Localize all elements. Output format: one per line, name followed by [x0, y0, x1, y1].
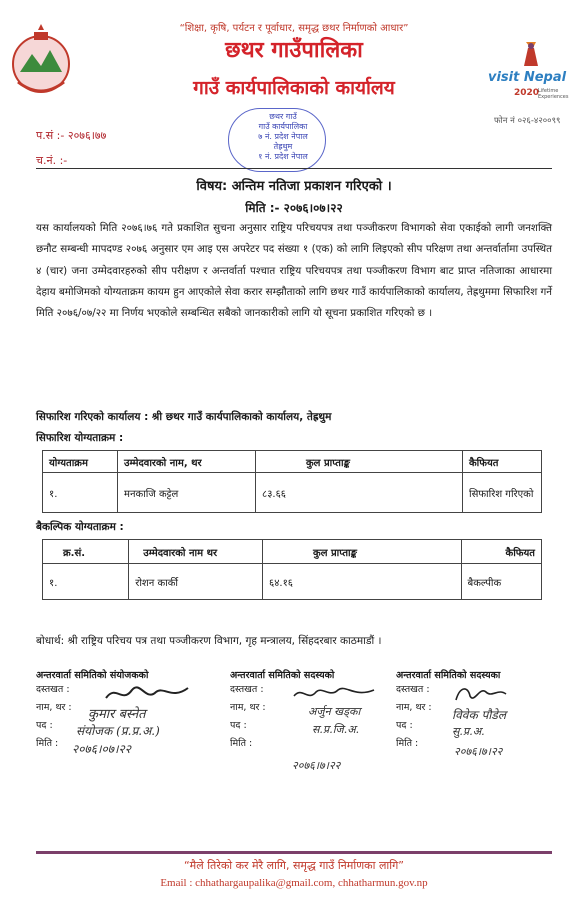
- table-cell: ६४.१६: [263, 564, 461, 600]
- handwritten-post: स.प्र.जि.अ.: [312, 723, 360, 736]
- table-row: [43, 473, 542, 513]
- signature-label: नाम, थर :: [36, 702, 72, 713]
- handwritten-date: २०७६।७।२२: [454, 745, 503, 758]
- signature-label: पद :: [230, 720, 247, 731]
- signature-title: अन्तरवार्ता समितिको सदस्यका: [396, 670, 501, 681]
- stamp-line: छथर गाउँ: [269, 112, 297, 121]
- visit-nepal-tagline: Lifetime Experiences: [538, 88, 569, 100]
- stamp-line: गाउँ कार्यपालिका: [258, 122, 308, 131]
- signature-label: नाम, थर :: [396, 702, 432, 713]
- table-cell: १.: [43, 473, 118, 513]
- phone-number: फोन नं ०२६-४२००९९: [494, 116, 561, 126]
- table-cell: ८३.६६: [256, 473, 463, 513]
- table-header: कैफियत: [463, 451, 542, 473]
- header-divider: [36, 168, 552, 169]
- signature-block-member-1: [230, 668, 402, 772]
- footer-email[interactable]: Email : chhathargaupalika@gmail.com, chhatharmun.gov.np: [160, 877, 428, 889]
- merit-list-label: सिफारिश योग्यताक्रम :: [36, 432, 124, 444]
- merit-table: [42, 450, 542, 513]
- handwritten-post: सु.प्र.अ.: [452, 725, 485, 738]
- signature-title: अन्तरवार्ता समितिको सदस्यको: [230, 670, 335, 681]
- handwritten-name: विवेक पौडेल: [452, 708, 506, 722]
- signature-label: दस्तखत :: [230, 684, 264, 695]
- table-cell: सिफारिश गरिएको: [463, 473, 542, 513]
- table-header: उम्मेदवारको नाम थर: [129, 540, 263, 564]
- visit-nepal-year: 2020: [514, 88, 540, 98]
- stamp-line: ७ नं. प्रदेश नेपाल: [258, 132, 308, 141]
- dispatch-number: च.नं. :-: [36, 154, 68, 167]
- recommended-office: सिफारिश गरिएको कार्यालय : श्री छथर गाउँ कार्यपालिकाको कार्यालय, तेह्रथुम: [36, 411, 332, 423]
- visit-nepal-logo: [488, 36, 578, 108]
- handwritten-date: २०७६।७।२२: [292, 759, 341, 772]
- table-header: योग्यताक्रम: [43, 451, 118, 473]
- alternate-list-label: बैकल्पिक योग्यताक्रम :: [36, 521, 124, 533]
- signature-label: नाम, थर :: [230, 702, 266, 713]
- footer-divider: [36, 851, 552, 854]
- table-header: कुल प्राप्ताङ्क: [256, 451, 463, 473]
- handwritten-date: २०७६।०७।२२: [72, 742, 132, 756]
- signature-title: अन्तरवार्ता समितिको संयोजकको: [36, 670, 149, 681]
- table-row: [43, 564, 542, 600]
- municipality-title: छथर गाउँपालिका: [225, 38, 363, 63]
- handwritten-name: कुमार बस्नेत: [88, 707, 146, 722]
- subject-line: विषय: अन्तिम नतिजा प्रकाशन गरिएको ।: [196, 179, 392, 194]
- handwritten-signature-icon: [290, 682, 380, 704]
- table-cell: रोशन कार्की: [129, 564, 263, 600]
- table-header-row: [43, 451, 542, 473]
- visit-nepal-text: visit Nepal: [488, 70, 567, 85]
- letter-number: प.सं :- २०७६।७७: [36, 129, 107, 142]
- table-cell: १.: [43, 564, 129, 600]
- office-title: गाउँ कार्यपालिकाको कार्यालय: [193, 77, 395, 99]
- table-cell: बैकल्पीक: [461, 564, 541, 600]
- notice-body: यस कार्यालयको मिति २०७६।७६ गते प्रकाशित सुचना अनुसार राष्ट्रिय परिचयपत्र तथा पञ्जीकरण विभागको सेवा एकाईको लागी जनशक्ति छनौट सम्बन्धी मापदण्ड २०७६ अनुसार एम आइ एस अपरेटर पद संख्या १ (एक) को लागि लिइएको सीप परिक्षण तथा अन्तर्वार्तामा उपस्थित ४ (चार) जना उम्मेदवारहरुको सीप परीक्षण र अन्तर्वार्ता पश्चात राष्ट्रिय परिचयपत्र तथा पञ्जीकरण विभाग बाट प्राप्त नतिजाका आधारमा देहाय बमोजिमको योग्यताक्रम कायम हुन आएकोले सेवा करार सम्झौताको लागि छथर गाउँ कार्यपालिकाको कार्यालय, तेह्रथुममा सिफारिश गर्ने मिति २०७६/०७/२२ मा निर्णय भएकोले सम्बन्धित सबैको जानकारीको लागि यो सूचना प्रकाशित गरिएको छ ।: [36, 222, 552, 320]
- handwritten-post: संयोजक (प्र.प्र.अ.): [76, 724, 160, 738]
- signature-label: दस्तखत :: [36, 684, 70, 695]
- handwritten-name: अर्जुन खड्का: [308, 705, 361, 718]
- table-header: उम्मेदवारको नाम, थर: [118, 451, 256, 473]
- signature-label: मिति :: [230, 738, 253, 749]
- handwritten-signature-icon: [450, 682, 510, 704]
- header-motto: “शिक्षा, कृषि, पर्यटन र पूर्वाधार, समृद्ध छथर निर्माणको आधार”: [179, 23, 409, 34]
- signature-block-member-2: [396, 668, 568, 758]
- signature-label: पद :: [396, 720, 413, 731]
- signature-label: पद :: [36, 720, 53, 731]
- notice-date: मिति :- २०७६।०७।२२: [245, 201, 343, 215]
- table-header: क्र.सं.: [43, 540, 129, 564]
- table-cell: मनकाजि कट्टेल: [118, 473, 256, 513]
- stamp-line: १ नं. प्रदेश नेपाल: [258, 152, 308, 161]
- footer-motto: “मैले तिरेको कर मेरै लागि, समृद्ध गाउँ निर्माणका लागि”: [183, 859, 405, 872]
- signature-label: दस्तखत :: [396, 684, 430, 695]
- copy-to: बोधार्थ: श्री राष्ट्रिय परिचय पत्र तथा पञ्जीकरण विभाग, गृह मन्त्रालय, सिंहदरबार काठमाडौं ।: [36, 635, 382, 647]
- handwritten-signature-icon: [102, 682, 192, 704]
- signature-block-coordinator: [36, 668, 208, 756]
- stamp-text: [238, 112, 328, 162]
- alternate-table: [42, 539, 542, 600]
- table-header: कुल प्राप्ताङ्क: [263, 540, 461, 564]
- signature-label: मिति :: [396, 738, 419, 749]
- table-header: कैफियत: [461, 540, 541, 564]
- stamp-line: तेह्रथुम: [273, 142, 293, 151]
- signature-label: मिति :: [36, 738, 59, 749]
- table-header-row: [43, 540, 542, 564]
